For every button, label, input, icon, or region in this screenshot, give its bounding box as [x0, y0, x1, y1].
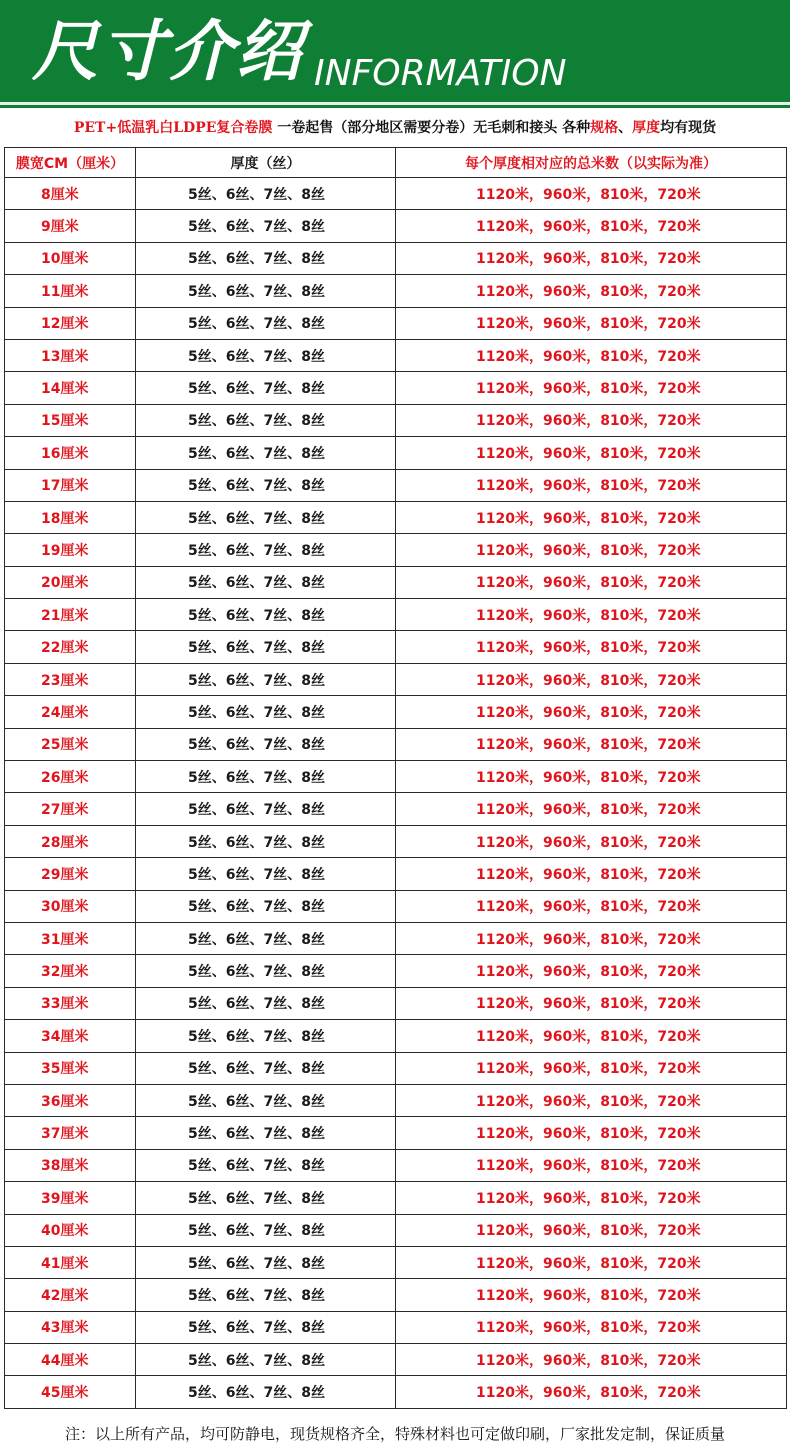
cell-thickness: 5丝、6丝、7丝、8丝	[136, 1246, 396, 1278]
cell-width: 21厘米	[5, 599, 136, 631]
cell-width: 10厘米	[5, 242, 136, 274]
table-row	[5, 1052, 787, 1084]
cell-length: 1120米，960米，810米，720米	[396, 858, 787, 890]
cell-width: 14厘米	[5, 372, 136, 404]
table-row	[5, 469, 787, 501]
cell-width: 30厘米	[5, 890, 136, 922]
cell-width: 28厘米	[5, 825, 136, 857]
description-separator: 、	[618, 120, 633, 136]
cell-thickness: 5丝、6丝、7丝、8丝	[136, 890, 396, 922]
cell-length: 1120米，960米，810米，720米	[396, 210, 787, 242]
cell-length: 1120米，960米，810米，720米	[396, 307, 787, 339]
table-row	[5, 858, 787, 890]
cell-length: 1120米，960米，810米，720米	[396, 469, 787, 501]
table-row	[5, 599, 787, 631]
cell-thickness: 5丝、6丝、7丝、8丝	[136, 761, 396, 793]
cell-length: 1120米，960米，810米，720米	[396, 955, 787, 987]
product-name: PET+低温乳白LDPE复合卷膜	[73, 120, 273, 136]
table-row	[5, 566, 787, 598]
cell-width: 8厘米	[5, 178, 136, 210]
cell-width: 29厘米	[5, 858, 136, 890]
cell-width: 41厘米	[5, 1246, 136, 1278]
cell-width: 39厘米	[5, 1182, 136, 1214]
cell-length: 1120米，960米，810米，720米	[396, 890, 787, 922]
cell-thickness: 5丝、6丝、7丝、8丝	[136, 631, 396, 663]
cell-width: 32厘米	[5, 955, 136, 987]
cell-thickness: 5丝、6丝、7丝、8丝	[136, 1149, 396, 1181]
cell-thickness: 5丝、6丝、7丝、8丝	[136, 1052, 396, 1084]
cell-thickness: 5丝、6丝、7丝、8丝	[136, 728, 396, 760]
cell-length: 1120米，960米，810米，720米	[396, 1279, 787, 1311]
cell-length: 1120米，960米，810米，720米	[396, 1117, 787, 1149]
table-body	[5, 178, 787, 1409]
cell-width: 34厘米	[5, 1020, 136, 1052]
cell-width: 25厘米	[5, 728, 136, 760]
cell-width: 45厘米	[5, 1376, 136, 1408]
cell-thickness: 5丝、6丝、7丝、8丝	[136, 955, 396, 987]
footer-note: 注：以上所有产品，均可防静电，现货规格齐全，特殊材料也可定做印刷，厂家批发定制，保证质量	[64, 1425, 725, 1443]
spec-table	[4, 147, 787, 1409]
cell-thickness: 5丝、6丝、7丝、8丝	[136, 1214, 396, 1246]
table-row	[5, 890, 787, 922]
cell-thickness: 5丝、6丝、7丝、8丝	[136, 178, 396, 210]
cell-width: 17厘米	[5, 469, 136, 501]
cell-width: 44厘米	[5, 1344, 136, 1376]
cell-thickness: 5丝、6丝、7丝、8丝	[136, 372, 396, 404]
cell-length: 1120米，960米，810米，720米	[396, 339, 787, 371]
table-row	[5, 696, 787, 728]
cell-thickness: 5丝、6丝、7丝、8丝	[136, 210, 396, 242]
table-row	[5, 1182, 787, 1214]
table-row	[5, 437, 787, 469]
table-row	[5, 242, 787, 274]
cell-thickness: 5丝、6丝、7丝、8丝	[136, 1279, 396, 1311]
description-text: 一卷起售（部分地区需要分卷）无毛刺和接头 各种	[272, 120, 591, 136]
cell-thickness: 5丝、6丝、7丝、8丝	[136, 339, 396, 371]
cell-width: 20厘米	[5, 566, 136, 598]
cell-length: 1120米，960米，810米，720米	[396, 242, 787, 274]
table-row	[5, 307, 787, 339]
cell-thickness: 5丝、6丝、7丝、8丝	[136, 663, 396, 695]
cell-thickness: 5丝、6丝、7丝、8丝	[136, 987, 396, 1019]
cell-width: 16厘米	[5, 437, 136, 469]
cell-thickness: 5丝、6丝、7丝、8丝	[136, 307, 396, 339]
page-title: 尺寸介绍	[32, 13, 304, 90]
table-row	[5, 1020, 787, 1052]
table-row	[5, 1344, 787, 1376]
table-row	[5, 1246, 787, 1278]
cell-length: 1120米，960米，810米，720米	[396, 501, 787, 533]
cell-length: 1120米，960米，810米，720米	[396, 178, 787, 210]
cell-width: 11厘米	[5, 275, 136, 307]
cell-length: 1120米，960米，810米，720米	[396, 728, 787, 760]
cell-thickness: 5丝、6丝、7丝、8丝	[136, 825, 396, 857]
cell-width: 13厘米	[5, 339, 136, 371]
cell-width: 36厘米	[5, 1084, 136, 1116]
cell-thickness: 5丝、6丝、7丝、8丝	[136, 242, 396, 274]
cell-width: 15厘米	[5, 404, 136, 436]
table-row	[5, 275, 787, 307]
cell-thickness: 5丝、6丝、7丝、8丝	[136, 1344, 396, 1376]
cell-width: 38厘米	[5, 1149, 136, 1181]
table-row	[5, 501, 787, 533]
table-row	[5, 955, 787, 987]
cell-width: 23厘米	[5, 663, 136, 695]
table-row	[5, 404, 787, 436]
cell-thickness: 5丝、6丝、7丝、8丝	[136, 858, 396, 890]
table-row	[5, 210, 787, 242]
cell-width: 22厘米	[5, 631, 136, 663]
cell-thickness: 5丝、6丝、7丝、8丝	[136, 793, 396, 825]
table-row	[5, 1149, 787, 1181]
cell-width: 42厘米	[5, 1279, 136, 1311]
table-row	[5, 987, 787, 1019]
page-subtitle-en: INFORMATION	[314, 53, 567, 94]
cell-thickness: 5丝、6丝、7丝、8丝	[136, 1020, 396, 1052]
cell-thickness: 5丝、6丝、7丝、8丝	[136, 275, 396, 307]
cell-length: 1120米，960米，810米，720米	[396, 372, 787, 404]
cell-length: 1120米，960米，810米，720米	[396, 1311, 787, 1343]
cell-length: 1120米，960米，810米，720米	[396, 1376, 787, 1408]
cell-thickness: 5丝、6丝、7丝、8丝	[136, 1182, 396, 1214]
cell-length: 1120米，960米，810米，720米	[396, 1052, 787, 1084]
cell-thickness: 5丝、6丝、7丝、8丝	[136, 599, 396, 631]
cell-thickness: 5丝、6丝、7丝、8丝	[136, 437, 396, 469]
table-row	[5, 825, 787, 857]
cell-thickness: 5丝、6丝、7丝、8丝	[136, 1117, 396, 1149]
table-row	[5, 372, 787, 404]
cell-length: 1120米，960米，810米，720米	[396, 566, 787, 598]
cell-thickness: 5丝、6丝、7丝、8丝	[136, 1376, 396, 1408]
cell-thickness: 5丝、6丝、7丝、8丝	[136, 469, 396, 501]
cell-thickness: 5丝、6丝、7丝、8丝	[136, 404, 396, 436]
cell-thickness: 5丝、6丝、7丝、8丝	[136, 501, 396, 533]
table-row	[5, 1376, 787, 1408]
header-banner	[0, 0, 790, 108]
cell-length: 1120米，960米，810米，720米	[396, 696, 787, 728]
header-length: 每个厚度相对应的总米数（以实际为准）	[396, 148, 787, 178]
table-row	[5, 1214, 787, 1246]
table-row	[5, 761, 787, 793]
cell-length: 1120米，960米，810米，720米	[396, 1344, 787, 1376]
cell-thickness: 5丝、6丝、7丝、8丝	[136, 1311, 396, 1343]
cell-width: 43厘米	[5, 1311, 136, 1343]
cell-width: 35厘米	[5, 1052, 136, 1084]
table-row	[5, 1084, 787, 1116]
table-row	[5, 793, 787, 825]
cell-width: 24厘米	[5, 696, 136, 728]
cell-width: 40厘米	[5, 1214, 136, 1246]
cell-length: 1120米，960米，810米，720米	[396, 1246, 787, 1278]
cell-width: 33厘米	[5, 987, 136, 1019]
table-row	[5, 922, 787, 954]
cell-thickness: 5丝、6丝、7丝、8丝	[136, 696, 396, 728]
cell-thickness: 5丝、6丝、7丝、8丝	[136, 534, 396, 566]
header-thickness: 厚度（丝）	[136, 148, 396, 178]
highlight-thickness: 厚度	[632, 120, 661, 136]
banner-divider	[0, 102, 790, 105]
cell-length: 1120米，960米，810米，720米	[396, 825, 787, 857]
cell-length: 1120米，960米，810米，720米	[396, 631, 787, 663]
product-description	[0, 114, 790, 142]
cell-length: 1120米，960米，810米，720米	[396, 1214, 787, 1246]
cell-length: 1120米，960米，810米，720米	[396, 922, 787, 954]
cell-width: 31厘米	[5, 922, 136, 954]
cell-length: 1120米，960米，810米，720米	[396, 1084, 787, 1116]
header-width: 膜宽CM（厘米）	[5, 148, 136, 178]
table-row	[5, 534, 787, 566]
cell-thickness: 5丝、6丝、7丝、8丝	[136, 922, 396, 954]
cell-length: 1120米，960米，810米，720米	[396, 987, 787, 1019]
table-row	[5, 631, 787, 663]
cell-width: 19厘米	[5, 534, 136, 566]
cell-length: 1120米，960米，810米，720米	[396, 534, 787, 566]
table-row	[5, 178, 787, 210]
table-row	[5, 1117, 787, 1149]
cell-length: 1120米，960米，810米，720米	[396, 663, 787, 695]
cell-width: 9厘米	[5, 210, 136, 242]
table-row	[5, 339, 787, 371]
table-row	[5, 728, 787, 760]
cell-width: 27厘米	[5, 793, 136, 825]
cell-length: 1120米，960米，810米，720米	[396, 1020, 787, 1052]
cell-length: 1120米，960米，810米，720米	[396, 793, 787, 825]
cell-width: 37厘米	[5, 1117, 136, 1149]
cell-thickness: 5丝、6丝、7丝、8丝	[136, 1084, 396, 1116]
cell-length: 1120米，960米，810米，720米	[396, 1149, 787, 1181]
cell-width: 18厘米	[5, 501, 136, 533]
description-tail: 均有现货	[660, 120, 717, 136]
table-row	[5, 1279, 787, 1311]
cell-length: 1120米，960米，810米，720米	[396, 599, 787, 631]
cell-length: 1120米，960米，810米，720米	[396, 275, 787, 307]
cell-length: 1120米，960米，810米，720米	[396, 761, 787, 793]
cell-thickness: 5丝、6丝、7丝、8丝	[136, 566, 396, 598]
table-row	[5, 1311, 787, 1343]
cell-width: 26厘米	[5, 761, 136, 793]
cell-length: 1120米，960米，810米，720米	[396, 1182, 787, 1214]
cell-length: 1120米，960米，810米，720米	[396, 404, 787, 436]
cell-width: 12厘米	[5, 307, 136, 339]
table-header-row	[5, 148, 787, 178]
cell-length: 1120米，960米，810米，720米	[396, 437, 787, 469]
highlight-spec: 规格	[590, 120, 619, 136]
table-row	[5, 663, 787, 695]
